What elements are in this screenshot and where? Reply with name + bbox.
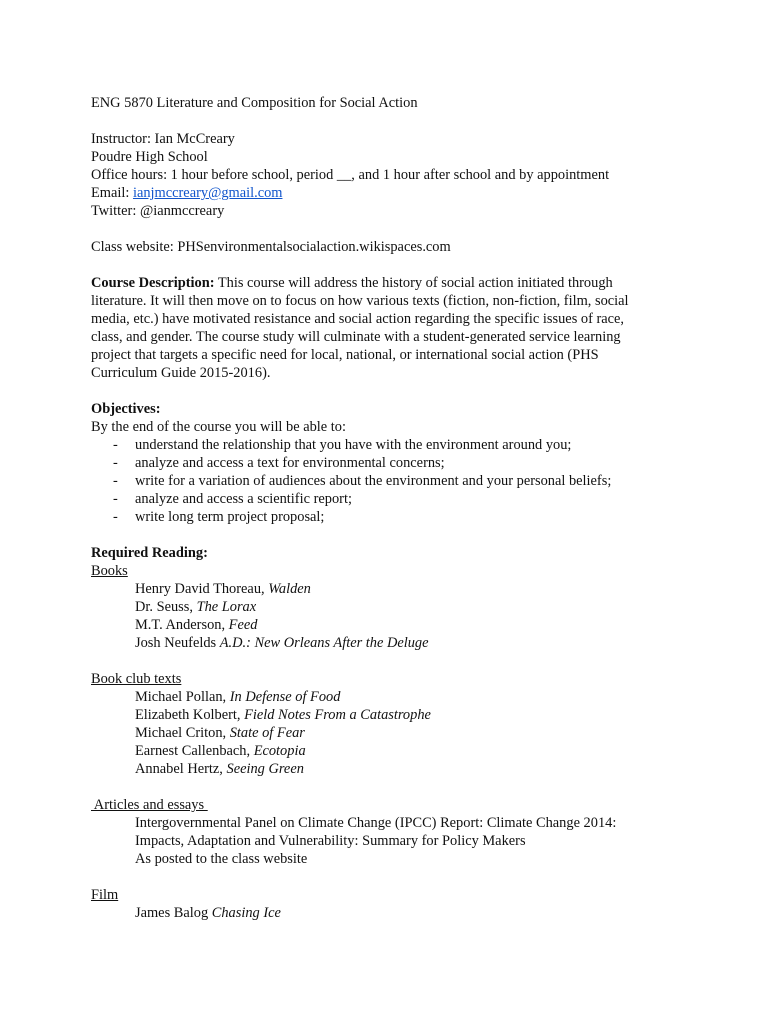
class-website-line: Class website: PHSenvironmentalsocialaction.wikispaces.com: [91, 239, 451, 255]
list-item: Michael Pollan, In Defense of Food: [135, 689, 341, 705]
list-item: - understand the relationship that you have with the environment around you;: [113, 437, 572, 453]
list-item: - write long term project proposal;: [113, 509, 325, 525]
objectives-heading: Objectives:: [91, 401, 161, 417]
list-item: Elizabeth Kolbert, Field Notes From a Catastrophe: [135, 707, 431, 723]
bullet-dash: -: [113, 509, 118, 525]
bullet-dash: -: [113, 455, 118, 471]
required-reading-heading: Required Reading:: [91, 545, 208, 561]
bullet-dash: -: [113, 473, 118, 489]
list-item: Intergovernmental Panel on Climate Change (IPCC) Report: Climate Change 2014:: [135, 815, 617, 831]
list-item: James Balog Chasing Ice: [135, 905, 281, 921]
document-body: [91, 94, 691, 922]
bullet-dash: -: [113, 491, 118, 507]
list-item: Annabel Hertz, Seeing Green: [135, 761, 304, 777]
course-description: [91, 274, 651, 382]
course-title: ENG 5870 Literature and Composition for Social Action: [91, 95, 418, 111]
film-label: Film: [91, 887, 119, 903]
email-link[interactable]: ianjmccreary@gmail.com: [132, 185, 283, 201]
list-item: M.T. Anderson, Feed: [135, 617, 258, 633]
list-item: - write for a variation of audiences about the environment and your personal beliefs;: [113, 473, 612, 489]
book-club-label: Book club texts: [91, 671, 182, 687]
list-item: Josh Neufelds A.D.: New Orleans After the Deluge: [135, 635, 429, 651]
bullet-dash: -: [113, 437, 118, 453]
school-line: Poudre High School: [91, 149, 208, 165]
twitter-line: Twitter: @ianmccreary: [91, 203, 225, 219]
list-item: Henry David Thoreau, Walden: [135, 581, 311, 597]
office-hours-line: Office hours: 1 hour before school, period __, and 1 hour after school and by appointment: [91, 167, 610, 183]
email-label: Email:: [91, 185, 133, 201]
books-label: Books: [91, 563, 128, 579]
list-item: Dr. Seuss, The Lorax: [135, 599, 257, 615]
list-item: Impacts, Adaptation and Vulnerability: Summary for Policy Makers: [135, 833, 526, 849]
list-item: - analyze and access a text for environmental concerns;: [113, 455, 445, 471]
list-item: - analyze and access a scientific report;: [113, 491, 352, 507]
course-description-text: This course will address the history of social action initiated through literature. It will then move on to focus on how various texts (fiction, non-fiction, film, social media, etc.) have motivated resistance and social action regarding the specific issues of race, class, and gender. The course study will culminate with a student-generated service learning project that targets a specific need for local, national, or international social action (PHS Curriculum Guide 2015-2016).: [91, 275, 629, 381]
list-item: As posted to the class website: [135, 851, 308, 867]
articles-label: Articles and essays: [91, 797, 208, 813]
instructor-line: Instructor: Ian McCreary: [91, 131, 235, 147]
email-line: [91, 184, 691, 202]
course-description-heading: Course Description:: [91, 275, 215, 291]
objectives-intro: By the end of the course you will be able to:: [91, 419, 346, 435]
objectives-list: [91, 436, 691, 526]
list-item: Earnest Callenbach, Ecotopia: [135, 743, 306, 759]
list-item: Michael Criton, State of Fear: [135, 725, 305, 741]
